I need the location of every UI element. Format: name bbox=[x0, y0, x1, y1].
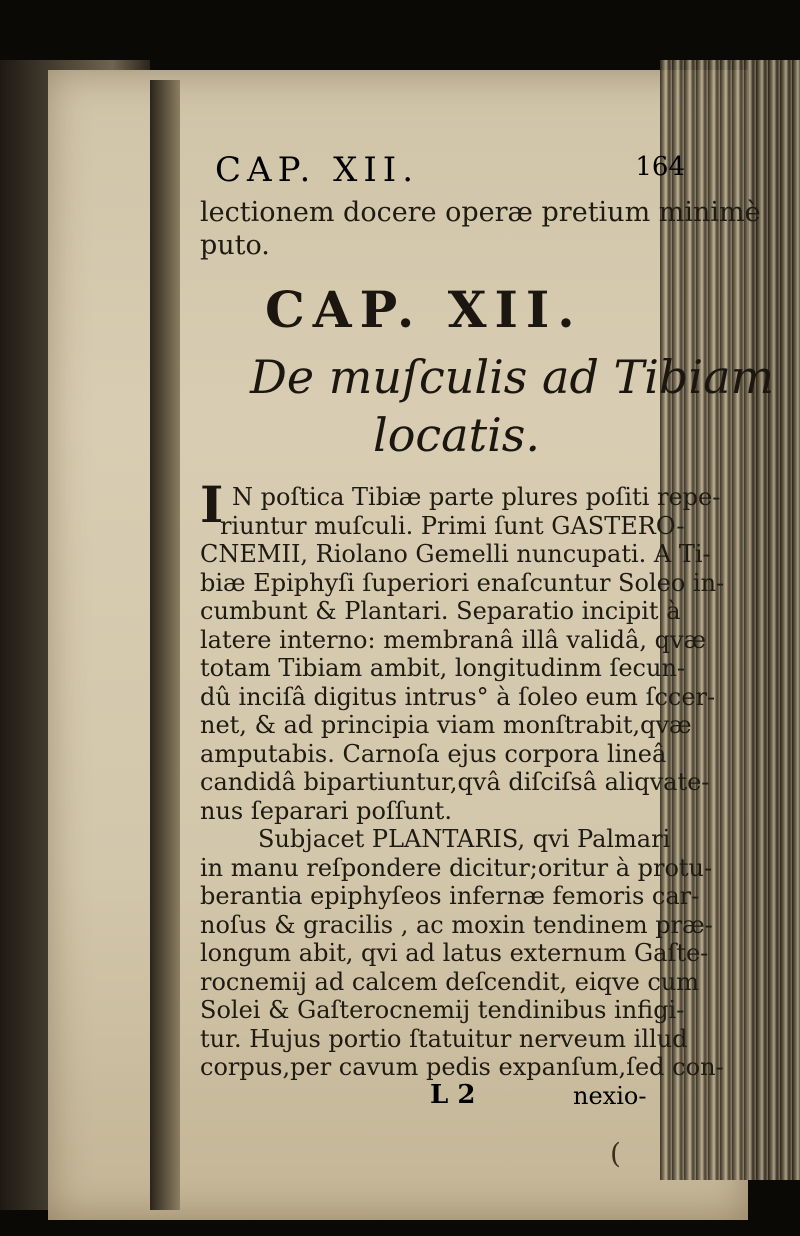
chapter-title-continued: locatis. bbox=[373, 408, 541, 462]
text-line: cumbunt & Plantari. Separatio incipit à bbox=[200, 597, 681, 625]
text-line: tur. Hujus portio ſtatuitur nerveum illud bbox=[200, 1024, 688, 1053]
text-line: latere interno: membranâ illâ validâ, qvæ bbox=[200, 625, 707, 654]
text-line: amputabis. Carnoſa ejus corpora lineâ bbox=[200, 739, 667, 768]
text-line: totam Tibiam ambit, longitudinm ſecun- bbox=[200, 654, 686, 682]
chapter-title: De muſculis ad Tibiam bbox=[250, 350, 775, 404]
text-line: puto. bbox=[200, 230, 270, 261]
running-head-title: CAP. XII. bbox=[215, 150, 420, 190]
text-line: Solei & Gaſterocnemij tendinibus infigi- bbox=[200, 996, 685, 1024]
text-line: net, & ad principia viam monſtrabit,qvæ bbox=[200, 711, 692, 739]
text-line: N poſtica Tibiæ parte plures poſiti repe- bbox=[232, 483, 721, 511]
text-line: noſus & gracilis , ac moxin tendinem præ- bbox=[200, 910, 713, 939]
text-line: in manu reſpondere dicitur;oritur à protu- bbox=[200, 853, 713, 882]
catchword: nexio- bbox=[573, 1081, 647, 1110]
running-head bbox=[215, 150, 685, 190]
text-line: nus ſeparari poſſunt. bbox=[200, 796, 452, 825]
page-number: 164 bbox=[635, 152, 685, 182]
text-line: CNEMII, Riolano Gemelli nuncupati. A Ti- bbox=[200, 540, 711, 568]
text-line: biæ Epiphyſi ſuperiori enaſcuntur Soleo in- bbox=[200, 568, 725, 597]
text-line: dû inciſâ digitus intrus° à ſoleo eum ſccer- bbox=[200, 682, 716, 711]
chapter-heading: CAP. XII. bbox=[265, 280, 583, 339]
text-line: lectionem docere operæ pretium minimè bbox=[200, 197, 761, 228]
drop-cap: I bbox=[200, 475, 224, 534]
bottom-mark: ( bbox=[610, 1136, 621, 1170]
page-gutter bbox=[150, 80, 180, 1210]
text-line: corpus,per cavum pedis expanſum,ſed con- bbox=[200, 1053, 724, 1081]
signature-mark: L 2 bbox=[430, 1079, 476, 1110]
text-line: riuntur muſculi. Primi ſunt GASTERO- bbox=[220, 511, 685, 540]
text-line: longum abit, qvi ad latus externum Gaſte- bbox=[200, 939, 709, 967]
text-line: berantia epiphyſeos infernæ femoris car- bbox=[200, 882, 700, 910]
text-line: Subjacet PLANTARIS, qvi Palmari bbox=[258, 825, 671, 853]
text-line: rocnemij ad calcem deſcendit, eiqve cum bbox=[200, 967, 700, 996]
text-line: candidâ bipartiuntur,qvâ diſciſsâ aliqvate- bbox=[200, 768, 710, 796]
